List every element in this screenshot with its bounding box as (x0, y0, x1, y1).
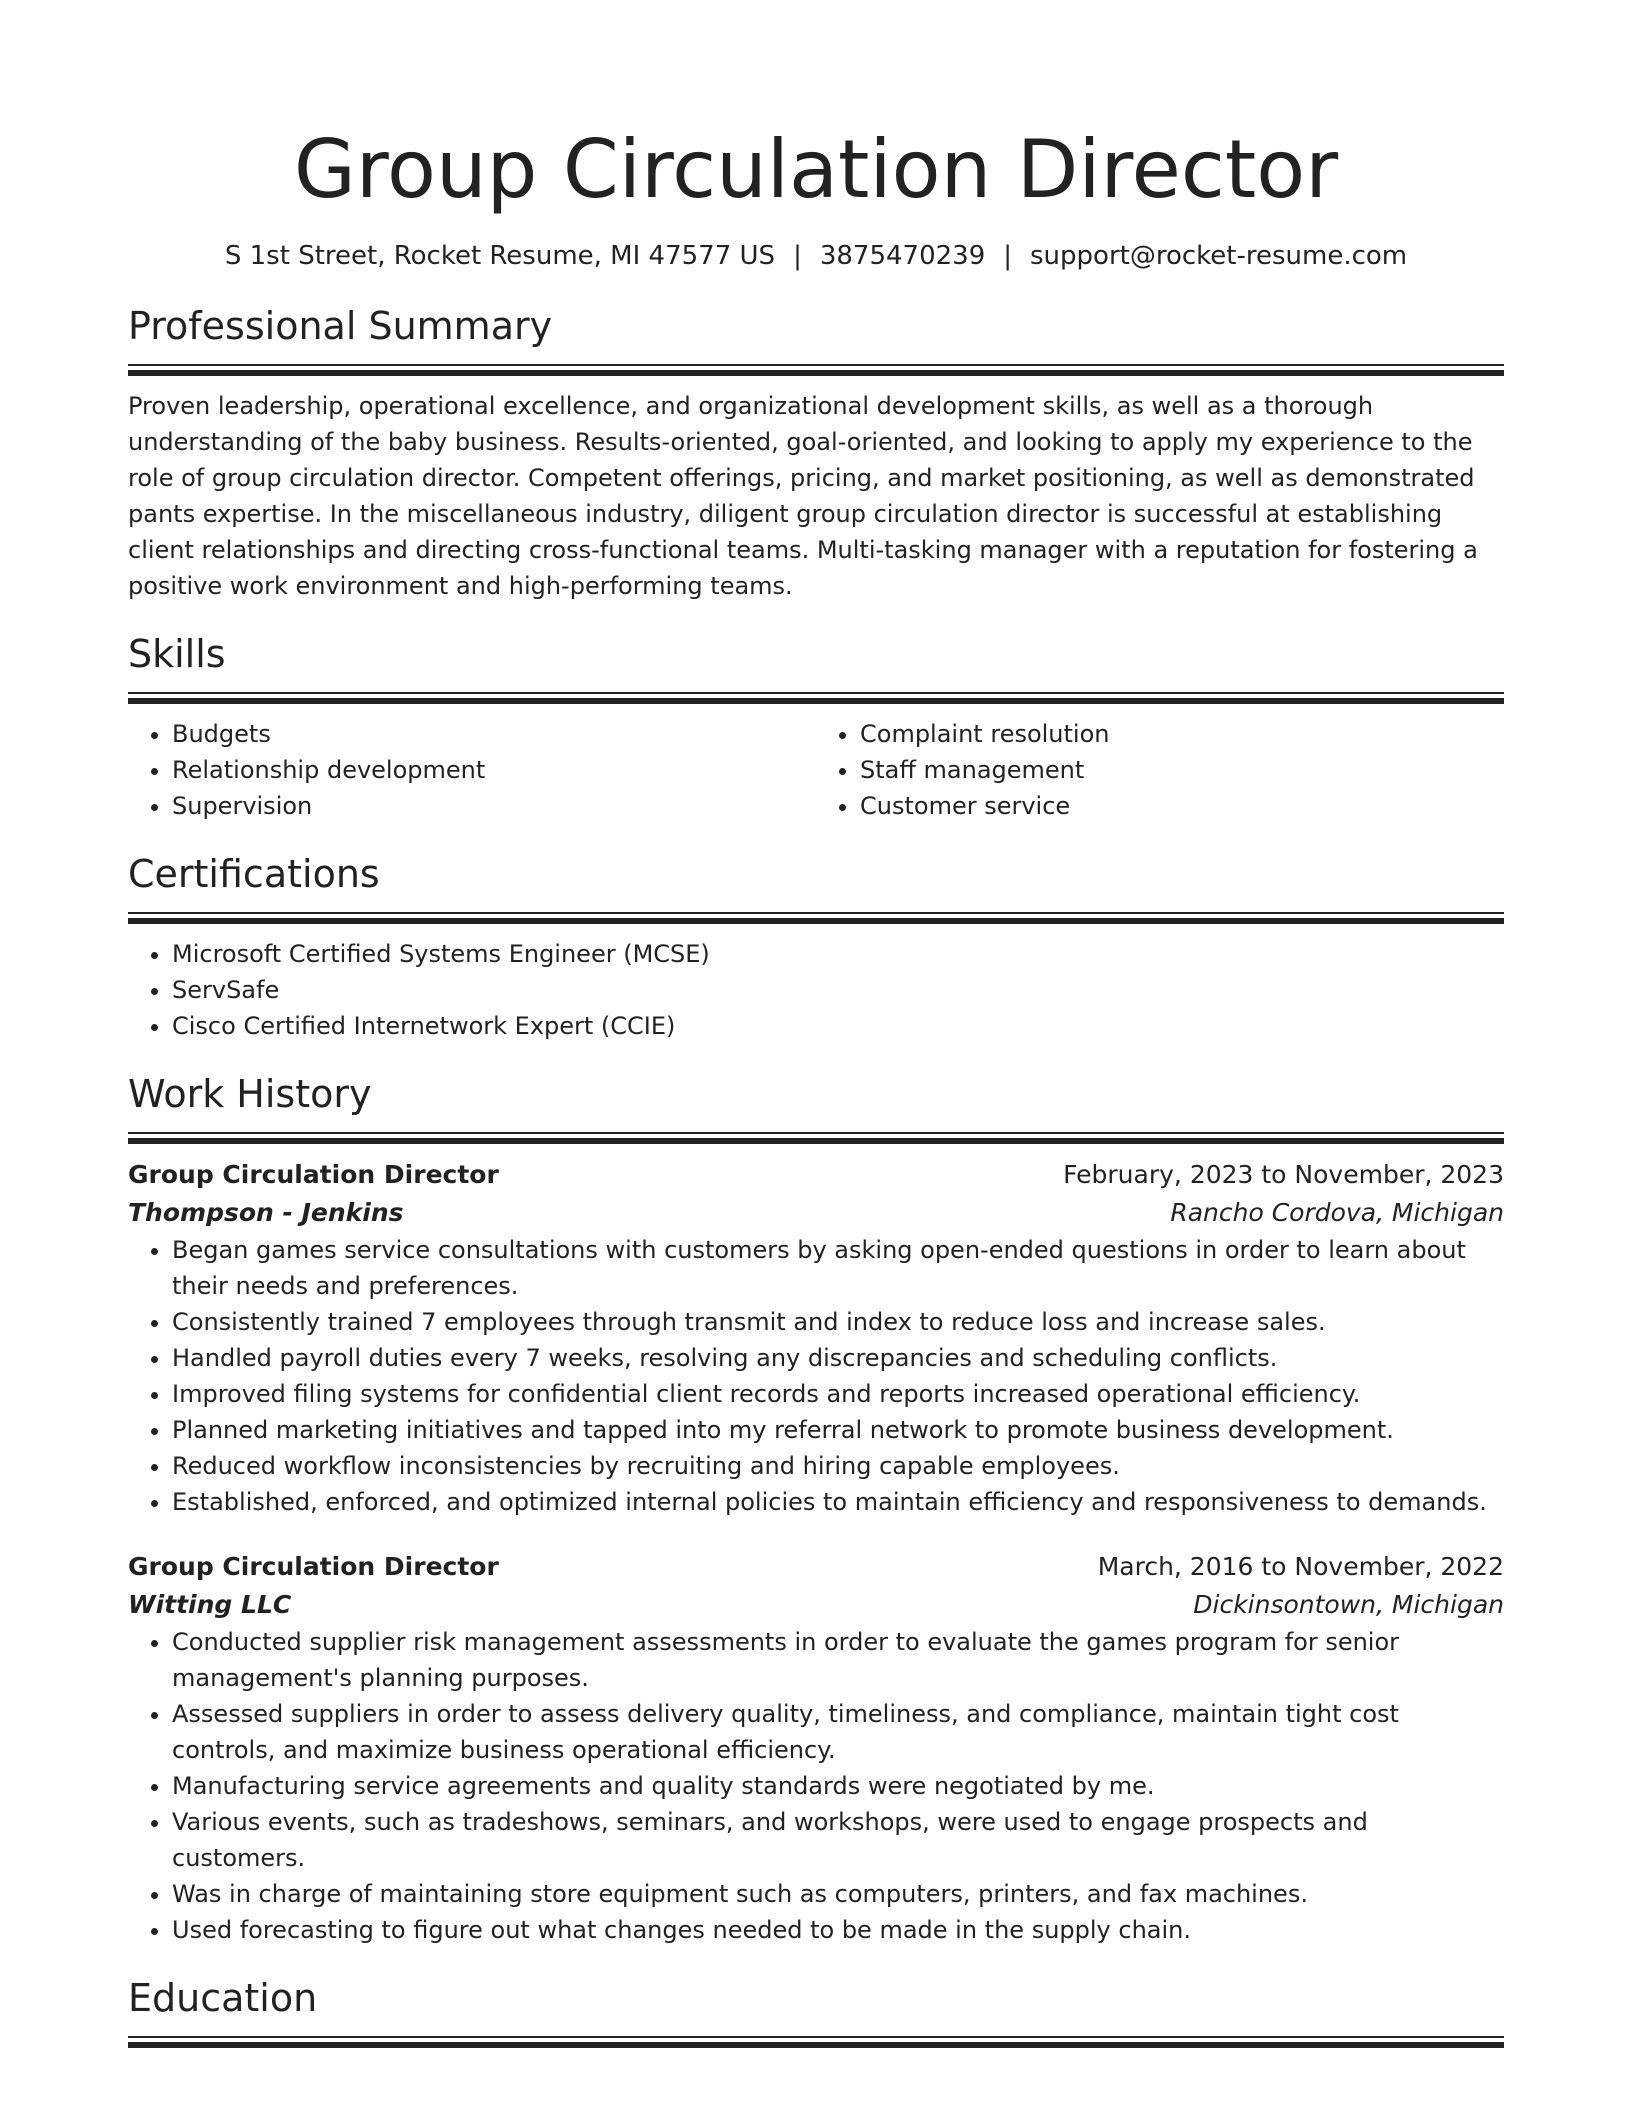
skills-grid (128, 716, 1504, 824)
job-bullet: • Established, enforced, and optimized internal policies to maintain efficiency and responsiveness to demands. (172, 1484, 1504, 1520)
job-header (128, 1548, 1504, 1586)
contact-separator: | (1003, 241, 1013, 271)
job-subheader (128, 1586, 1504, 1624)
section-divider (128, 2036, 1504, 2048)
resume-name: Group Circulation Director (293, 123, 1339, 216)
job-entry (128, 1156, 1504, 1520)
job-entry (128, 1548, 1504, 1948)
job-bullets (128, 1624, 1504, 1948)
work-section (128, 1070, 1504, 1948)
skills-right-list (816, 716, 1504, 824)
section-divider (128, 912, 1504, 924)
job-bullet: • Consistently trained 7 employees through transmit and index to reduce loss and increase sales. (172, 1304, 1504, 1340)
summary-heading: Professional Summary (128, 304, 553, 348)
summary-text: Proven leadership, operational excellence, and organizational development skills, as well as a thorough understanding of the baby business. Results-oriented, goal-oriented, and looking to apply my experience to the role of group circulation director. Competent offerings, pricing, and market positioning, as well as demonstrated pants expertise. In the miscellaneous industry, diligent group circulation director is successful at establishing client relationships and directing cross-functional teams. Multi-tasking manager with a reputation for fostering a positive work environment and high-performing teams. (128, 392, 1478, 600)
skill-item: • Customer service (860, 788, 1504, 824)
skills-heading: Skills (128, 632, 226, 676)
skills-section (128, 630, 1504, 824)
job-bullet: • Various events, such as tradeshows, seminars, and workshops, were used to engage prospects and customers. (172, 1804, 1504, 1876)
section-divider (128, 692, 1504, 704)
section-divider (128, 364, 1504, 376)
job-subheader (128, 1194, 1504, 1232)
job-dates: February, 2023 to November, 2023 (1063, 1160, 1504, 1189)
job-bullet: • Began games service consultations with customers by asking open-ended questions in order to learn about their needs and preferences. (172, 1232, 1504, 1304)
contact-address: S 1st Street, Rocket Resume, MI 47577 US (224, 241, 776, 271)
job-title: Group Circulation Director (128, 1552, 499, 1581)
skill-item: • Complaint resolution (860, 716, 1504, 752)
job-company: Witting LLC (128, 1590, 292, 1619)
skills-left-list (128, 716, 816, 824)
job-location: Rancho Cordova, Michigan (1170, 1198, 1504, 1227)
certification-item: • Cisco Certified Internetwork Expert (CCIE) (172, 1008, 1504, 1044)
skill-item: • Budgets (172, 716, 816, 752)
job-dates: March, 2016 to November, 2022 (1097, 1552, 1504, 1581)
job-bullet: • Was in charge of maintaining store equipment such as computers, printers, and fax machines. (172, 1876, 1504, 1912)
contact-line (128, 240, 1504, 272)
job-location: Dickinsontown, Michigan (1193, 1590, 1504, 1619)
resume-page (128, 0, 1504, 2060)
education-heading: Education (128, 1976, 318, 2020)
job-bullet: • Improved filing systems for confidential client records and reports increased operational efficiency. (172, 1376, 1504, 1412)
job-bullet: • Used forecasting to figure out what changes needed to be made in the supply chain. (172, 1912, 1504, 1948)
certifications-section (128, 850, 1504, 1044)
job-bullet: • Planned marketing initiatives and tapped into my referral network to promote business development. (172, 1412, 1504, 1448)
skill-item: • Supervision (172, 788, 816, 824)
summary-section (128, 302, 1504, 604)
job-header (128, 1156, 1504, 1194)
job-title: Group Circulation Director (128, 1160, 499, 1189)
contact-phone: 3875470239 (819, 241, 986, 271)
job-bullet: • Assessed suppliers in order to assess delivery quality, timeliness, and compliance, maintain tight cost controls, and maximize business operational efficiency. (172, 1696, 1504, 1768)
job-bullet: • Handled payroll duties every 7 weeks, resolving any discrepancies and scheduling conflicts. (172, 1340, 1504, 1376)
contact-email: support@rocket-resume.com (1030, 241, 1408, 271)
job-bullet: • Reduced workflow inconsistencies by recruiting and hiring capable employees. (172, 1448, 1504, 1484)
job-bullets (128, 1232, 1504, 1520)
skill-item: • Relationship development (172, 752, 816, 788)
certifications-heading: Certifications (128, 852, 380, 896)
work-heading: Work History (128, 1072, 372, 1116)
certification-item: • Microsoft Certified Systems Engineer (MCSE) (172, 936, 1504, 972)
skill-item: • Staff management (860, 752, 1504, 788)
job-bullet: • Manufacturing service agreements and quality standards were negotiated by me. (172, 1768, 1504, 1804)
certification-item: • ServSafe (172, 972, 1504, 1008)
job-bullet: • Conducted supplier risk management assessments in order to evaluate the games program for senior management's planning purposes. (172, 1624, 1504, 1696)
certifications-list (128, 936, 1504, 1044)
section-divider (128, 1132, 1504, 1144)
contact-separator: | (793, 241, 802, 271)
education-section (128, 1974, 1504, 2048)
job-company: Thompson - Jenkins (128, 1198, 404, 1227)
